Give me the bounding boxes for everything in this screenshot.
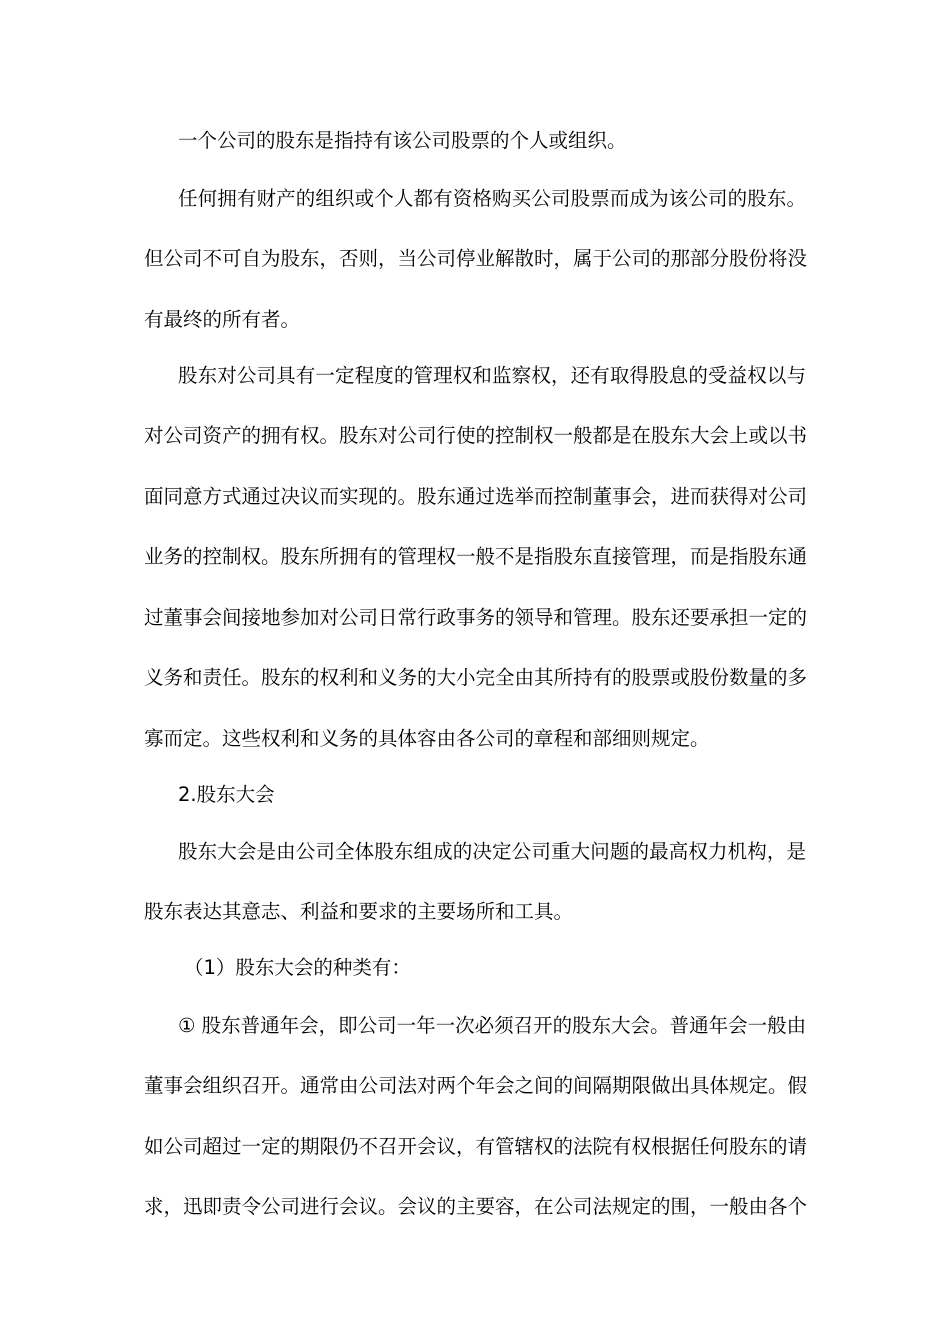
paragraph-line: 过董事会间接地参加对公司日常行政事务的领导和管理。股东还要承担一定的: [144, 606, 808, 629]
paragraph-line: ① 股东普通年会，即公司一年一次必须召开的股东大会。普通年会一般由: [178, 1014, 807, 1037]
subsection-heading: （1）股东大会的种类有：: [184, 956, 411, 979]
paragraph-line: 任何拥有财产的组织或个人都有资格购买公司股票而成为该公司的股东。: [178, 187, 806, 210]
paragraph-line: 股东表达其意志、利益和要求的主要场所和工具。: [144, 900, 574, 923]
paragraph-line: 对公司资产的拥有权。股东对公司行使的控制权一般都是在股东大会上或以书: [144, 424, 808, 447]
paragraph-line: 一个公司的股东是指持有该公司股票的个人或组织。: [178, 129, 627, 152]
paragraph-line: 股东大会是由公司全体股东组成的决定公司重大问题的最高权力机构，是: [178, 840, 806, 863]
paragraph-line: 求，迅即责令公司进行会议。会议的主要容，在公司法规定的围，一般由各个: [144, 1195, 808, 1218]
section-heading: 2.股东大会: [178, 783, 275, 806]
paragraph-line: 董事会组织召开。通常由公司法对两个年会之间的间隔期限做出具体规定。假: [144, 1074, 808, 1097]
paragraph-line: 面同意方式通过决议而实现的。股东通过选举而控制董事会，进而获得对公司: [144, 485, 808, 508]
paragraph-line: 义务和责任。股东的权利和义务的大小完全由其所持有的股票或股份数量的多: [144, 666, 808, 689]
paragraph-line: 股东对公司具有一定程度的管理权和监察权，还有取得股息的受益权以与: [178, 364, 806, 387]
paragraph-line: 如公司超过一定的期限仍不召开会议，有管辖权的法院有权根据任何股东的请: [144, 1135, 808, 1158]
paragraph-line: 业务的控制权。股东所拥有的管理权一般不是指股东直接管理，而是指股东通: [144, 545, 808, 568]
paragraph-line: 寡而定。这些权利和义务的具体容由各公司的章程和部细则规定。: [144, 727, 710, 750]
paragraph-line: 但公司不可自为股东，否则，当公司停业解散时，属于公司的那部分股份将没: [144, 247, 808, 270]
paragraph-line: 有最终的所有者。: [144, 308, 301, 331]
